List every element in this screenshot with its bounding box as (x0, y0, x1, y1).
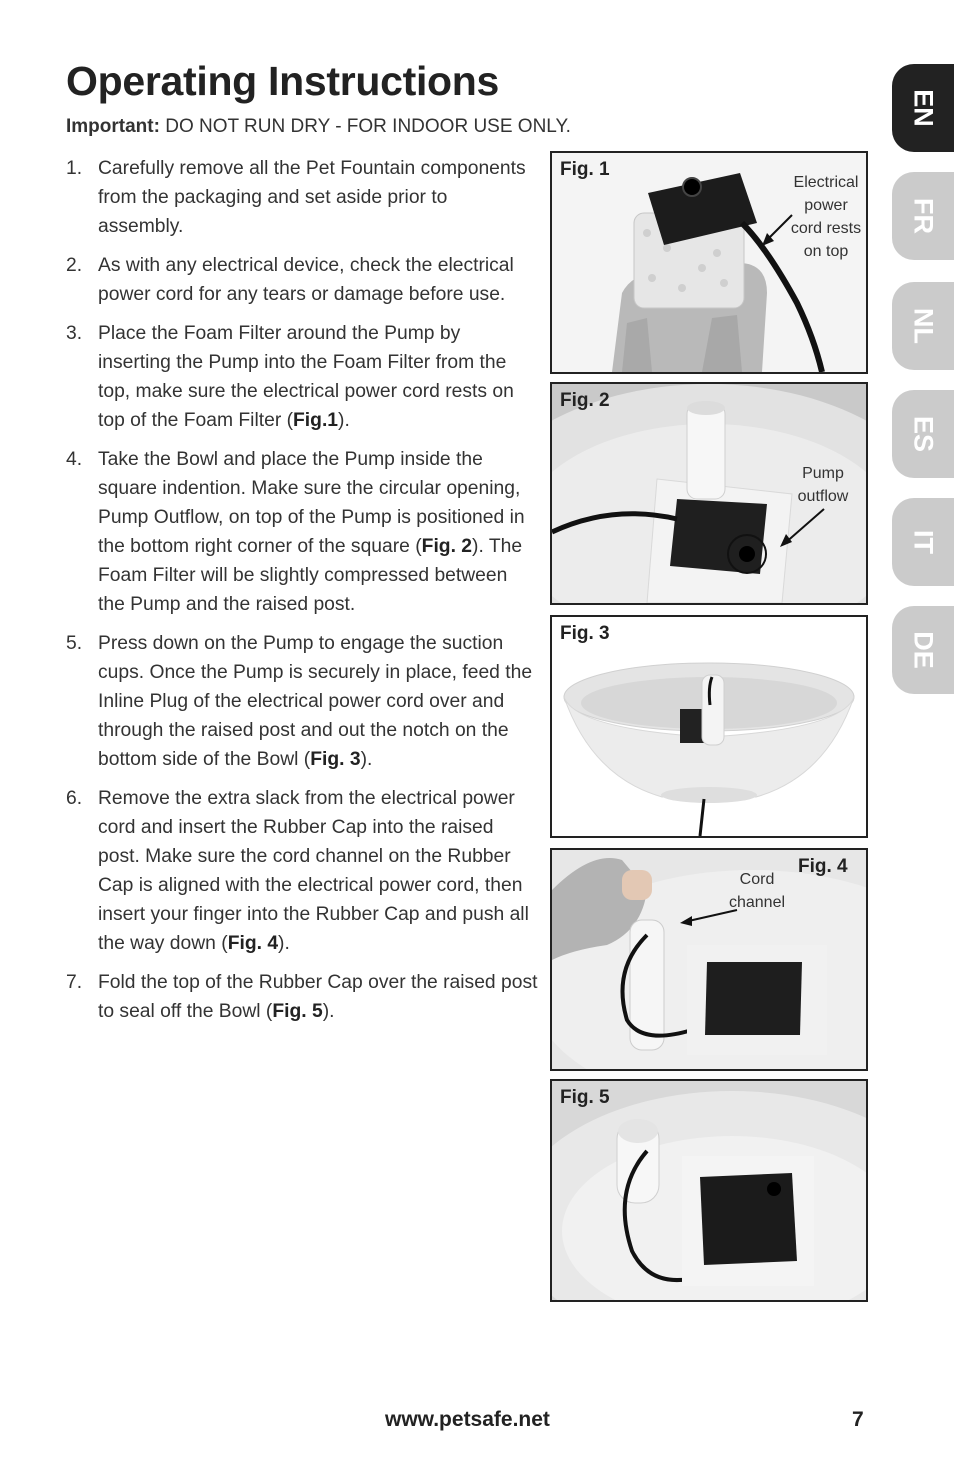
language-tab-nl[interactable] (892, 282, 954, 370)
step-number: 5. (66, 633, 83, 654)
instruction-step (66, 968, 538, 1026)
tab-label: ES (908, 415, 939, 453)
step-text: Fold the top of the Rubber Cap over the raised post to seal off the Bowl ( (98, 972, 538, 1022)
page-number: 7 (852, 1408, 864, 1431)
tab-label: FR (908, 198, 939, 234)
instruction-step (66, 629, 538, 774)
step-number: 6. (66, 788, 83, 809)
important-notice (66, 116, 571, 138)
figure-4 (550, 848, 868, 1071)
fig5-photo (552, 1081, 866, 1300)
figure-reference: Fig. 4 (227, 933, 279, 954)
step-number: 7. (66, 972, 83, 993)
figure-3 (550, 615, 868, 838)
fig2-note-line: outflow (797, 488, 849, 505)
tab-label: IT (908, 530, 939, 554)
instruction-steps (66, 154, 538, 1036)
page-title: Operating Instructions (66, 58, 500, 104)
figure-5 (550, 1079, 868, 1302)
instruction-step (66, 319, 538, 435)
step-text: Press down on the Pump to engage the suction cups. Once the Pump is securely in place, feed the Inline Plug of the electrical power cord over and through the raised post and out the notch on the bottom side of the Bowl ( (98, 633, 533, 770)
language-tab-it[interactable] (892, 498, 954, 586)
fig4-photo (552, 850, 866, 1069)
fig2-label: Fig. 2 (560, 390, 610, 411)
fig1-note-line: Electrical (793, 174, 859, 191)
figure-reference: Fig. 5 (272, 1001, 323, 1022)
step-text: Place the Foam Filter around the Pump by inserting the Pump into the Foam Filter from the top, make sure the electrical power cord rests on top of the Foam Filter ( (98, 323, 514, 431)
footer-url[interactable]: www.petsafe.net (385, 1408, 550, 1431)
fig1-label: Fig. 1 (560, 159, 610, 180)
figure-reference: Fig. 3 (310, 749, 361, 770)
step-text: ). (360, 749, 373, 770)
step-number: 4. (66, 449, 83, 470)
important-text: DO NOT RUN DRY - FOR INDOOR USE ONLY. (165, 116, 571, 137)
figure-1 (550, 151, 868, 374)
step-text: ). The Foam Filter will be slightly compressed between the Pump and the raised post. (98, 536, 523, 615)
fig2-note-line: Pump (802, 465, 844, 482)
fig2-annotation (788, 462, 858, 508)
fig1-note-line: power (804, 197, 848, 214)
step-text: As with any electrical device, check the electrical power cord for any tears or damage before use. (98, 255, 514, 305)
step-text: ). (322, 1001, 335, 1022)
fig4-note-line: channel (728, 894, 786, 911)
fig4-annotation (720, 868, 794, 914)
figure-2 (550, 382, 868, 605)
language-tab-fr[interactable] (892, 172, 954, 260)
instruction-step (66, 445, 538, 619)
step-text: Take the Bowl and place the Pump inside the square indention. Make sure the circular opening, Pump Outflow, on top of the Pump is positioned in the bottom right corner of the square ( (98, 449, 525, 557)
fig3-photo (552, 617, 866, 836)
figure-reference: Fig. 2 (421, 536, 473, 557)
tab-label: DE (908, 631, 939, 669)
step-number: 3. (66, 323, 83, 344)
tab-label: NL (908, 308, 939, 344)
instruction-step (66, 154, 538, 241)
step-text: ). (338, 410, 350, 431)
step-text: ). (278, 933, 290, 954)
language-tab-es[interactable] (892, 390, 954, 478)
figure-reference: Fig.1 (293, 410, 339, 431)
instruction-step (66, 251, 538, 309)
important-label: Important: (66, 116, 160, 137)
step-text: Carefully remove all the Pet Fountain components from the packaging and set aside prior to assembly. (98, 158, 526, 237)
step-text: Remove the extra slack from the electrical power cord and insert the Rubber Cap into the raised post. Make sure the cord channel on the Rubber Cap is aligned with the electrical power cord, then insert your finger into the Rubber Cap and push all the way down ( (98, 788, 529, 954)
step-number: 2. (66, 255, 83, 276)
fig1-note-line: cord rests (790, 220, 862, 237)
fig1-note-line: on top (803, 243, 849, 260)
language-tab-de[interactable] (892, 606, 954, 694)
step-number: 1. (66, 158, 83, 179)
fig4-note-line: Cord (739, 871, 775, 888)
fig4-label: Fig. 4 (798, 856, 848, 877)
fig1-annotation (788, 171, 864, 263)
tab-label: EN (908, 89, 939, 127)
fig3-label: Fig. 3 (560, 623, 610, 644)
instruction-step (66, 784, 538, 958)
fig5-label: Fig. 5 (560, 1087, 610, 1108)
language-tab-en[interactable] (892, 64, 954, 152)
